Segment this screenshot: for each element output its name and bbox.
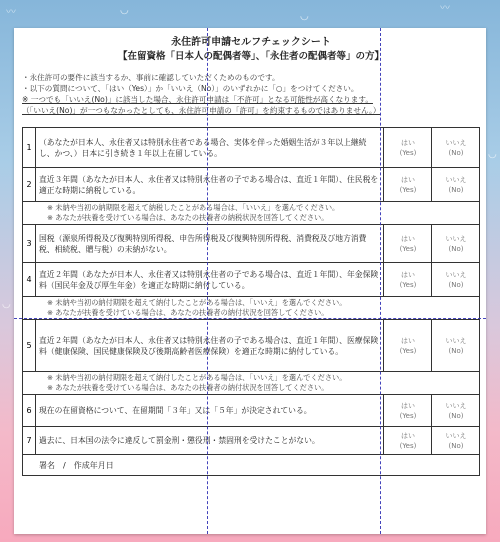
yes-option[interactable]: はい (Yes) bbox=[383, 128, 432, 167]
note-line: ※ あなたが扶養を受けている場合は、あなたの扶養者の納付状況を回答してください。 bbox=[47, 308, 329, 317]
note-line: ※ あなたが扶養を受けている場合は、あなたの扶養者の納税状況を回答してください。 bbox=[47, 213, 329, 222]
question-text: 直近３年間（あなたが日本人、永住者又は特別永住者の子である場合は、直近１年間）、住民税を適正な時期に納税している。 bbox=[39, 174, 379, 195]
guide-line bbox=[207, 28, 208, 534]
yes-option[interactable]: はい (Yes) bbox=[383, 225, 432, 262]
signature-label: 署名 / 作成年月日 bbox=[39, 460, 114, 470]
note-line: ※ あなたが扶養を受けている場合は、あなたの扶養者の納付状況を回答してください。 bbox=[47, 383, 329, 392]
question-text: 直近２年間（あなたが日本人、永住者又は特別永住者の子である場合は、直近１年間）、医療保険料（健康保険、国民健康保険及び後期高齢者医療保険）を適正な時期に納付している。 bbox=[39, 335, 379, 356]
question-text: 直近２年間（あなたが日本人、永住者又は特別永住者の子である場合は、直近１年間）、年金保険料（国民年金及び厚生年金）を適正な時期に納付している。 bbox=[39, 269, 379, 290]
checklist-table bbox=[22, 127, 480, 476]
instruction-line: ・以下の質問について、「はい（Yes）」か「いいえ（No）」のいずれかに「○」をつけてください。 bbox=[22, 84, 359, 93]
question-number: 2 bbox=[23, 168, 36, 201]
note-line: ※ 未納や当初の納付期限を超えて納付したことがある場合は、「いいえ」を選んでください。 bbox=[47, 298, 347, 307]
bg-bird: ◡ bbox=[2, 299, 11, 310]
bg-bird: 〰 bbox=[440, 3, 450, 14]
document-header bbox=[22, 36, 480, 64]
question-text: （あなたが日本人、永住者又は特別永住者である場合、実体を伴った婚姻生活が３年以上継続し、かつ、）日本に引き続き１年以上在留している。 bbox=[39, 137, 367, 158]
question-row bbox=[23, 395, 479, 427]
yes-option[interactable]: はい (Yes) bbox=[383, 168, 432, 201]
instruction-line: ※ 一つでも「いいえ(No)」に該当した場合、永住許可申請は「不許可」となる可能性が高くなります。 bbox=[22, 95, 373, 104]
yes-option[interactable]: はい (Yes) bbox=[383, 320, 432, 371]
question-number: 7 bbox=[23, 427, 36, 454]
guide-line bbox=[380, 28, 381, 534]
question-text: 現在の在留資格について、在留期間「３年」又は「５年」が決定されている。 bbox=[39, 406, 312, 415]
question-row bbox=[23, 427, 479, 455]
bg-bird: ◡ bbox=[300, 11, 309, 22]
question-row bbox=[23, 263, 479, 297]
note-line: ※ 未納や当初の納付期限を超えて納付したことがある場合は、「いいえ」を選んでください。 bbox=[47, 373, 347, 382]
guide-line bbox=[14, 318, 486, 319]
no-option[interactable]: いいえ (No) bbox=[431, 168, 480, 201]
question-number: 3 bbox=[23, 225, 36, 262]
checksheet-document bbox=[14, 28, 486, 534]
question-text: 国税（源泉所得税及び復興特別所得税、申告所得税及び復興特別所得税、消費税及び地方消費税、相続税、贈与税）の未納がない。 bbox=[39, 233, 367, 254]
bg-bird: 〰 bbox=[6, 7, 16, 18]
question-note bbox=[23, 202, 479, 225]
no-option[interactable]: いいえ (No) bbox=[431, 320, 480, 371]
document-title: 永住許可申請セルフチェックシート bbox=[171, 37, 331, 48]
question-number: 4 bbox=[23, 263, 36, 296]
signature-row[interactable] bbox=[23, 455, 479, 475]
no-option[interactable]: いいえ (No) bbox=[431, 225, 480, 262]
bg-bird: ◡ bbox=[488, 149, 497, 160]
yes-option[interactable]: はい (Yes) bbox=[383, 395, 432, 426]
question-row bbox=[23, 225, 479, 263]
question-number: 6 bbox=[23, 395, 36, 426]
document-subtitle: 【在留資格「日本人の配偶者等」、「永住者の配偶者等」の方】 bbox=[117, 51, 384, 62]
note-line: ※ 未納や当初の納期限を超えて納税したことがある場合は、「いいえ」を選んでください。 bbox=[47, 203, 340, 212]
no-option[interactable]: いいえ (No) bbox=[431, 395, 480, 426]
no-option[interactable]: いいえ (No) bbox=[431, 128, 480, 167]
question-row bbox=[23, 320, 479, 372]
no-option[interactable]: いいえ (No) bbox=[431, 263, 480, 296]
yes-option[interactable]: はい (Yes) bbox=[383, 263, 432, 296]
instruction-line: （「いいえ(No)」が一つもなかったとしても、永住許可申請の「許可」を約束するものではありません。） bbox=[22, 106, 381, 115]
no-option[interactable]: いいえ (No) bbox=[431, 427, 480, 454]
question-note bbox=[23, 297, 479, 320]
question-note bbox=[23, 372, 479, 395]
instruction-line: ・永住許可の要件に該当するか、事前に確認していただくためのものです。 bbox=[22, 73, 280, 82]
bg-bird: ◡ bbox=[120, 5, 129, 16]
question-number: 1 bbox=[23, 128, 36, 167]
question-number: 5 bbox=[23, 320, 36, 371]
question-row bbox=[23, 168, 479, 202]
question-text: 過去に、日本国の法令に違反して罰金刑・懲役刑・禁固刑を受けたことがない。 bbox=[39, 436, 320, 445]
yes-option[interactable]: はい (Yes) bbox=[383, 427, 432, 454]
instructions bbox=[22, 72, 472, 116]
question-row bbox=[23, 128, 479, 168]
